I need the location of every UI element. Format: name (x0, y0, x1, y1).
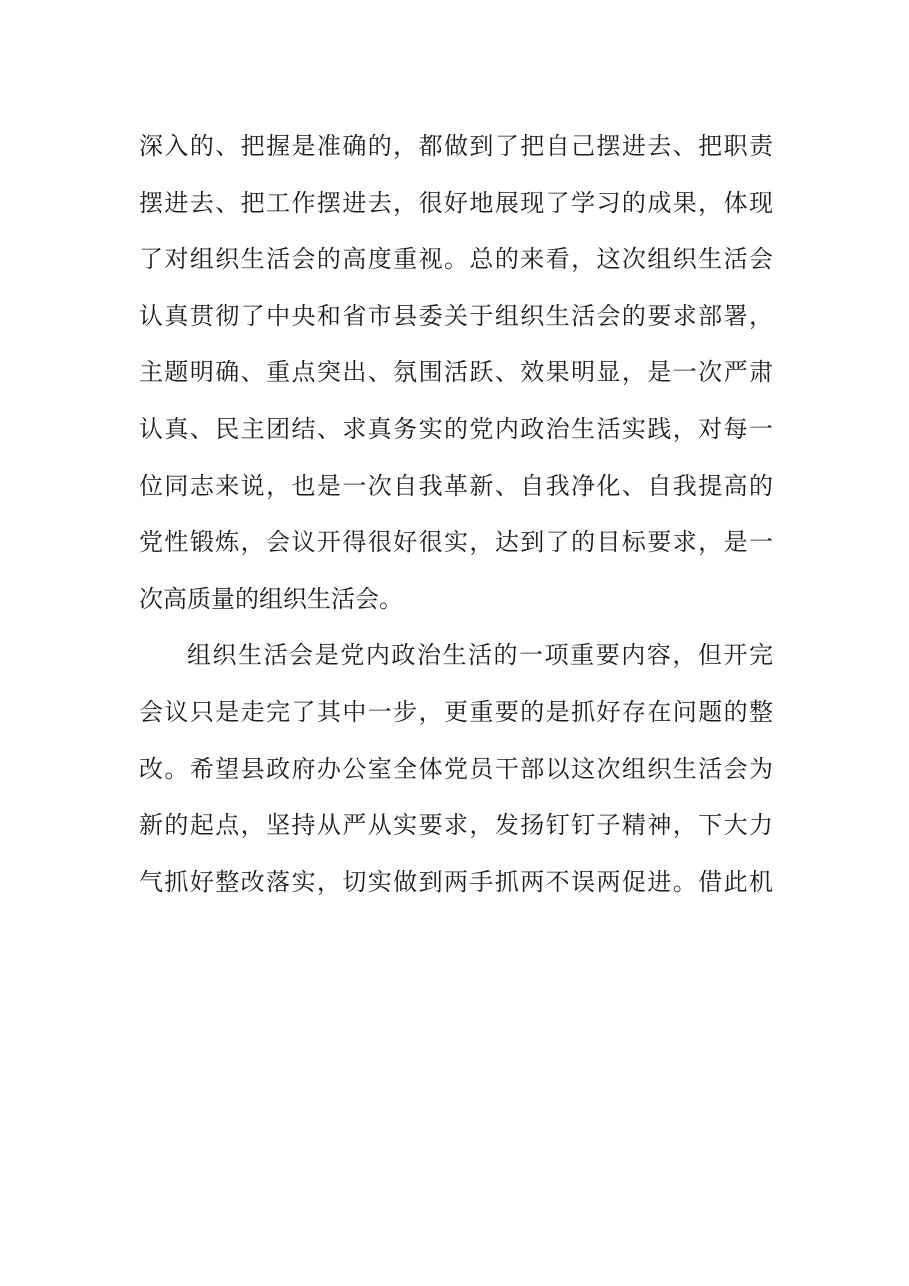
paragraph-2 (139, 627, 773, 910)
text-line: 了对组织生活会的高度重视。总的来看，这次组织生活会 (139, 245, 773, 274)
text-line: 次高质量的组织生活会。 (139, 584, 403, 613)
text-line: 位同志来说，也是一次自我革新、自我净化、自我提高的 (139, 471, 773, 500)
document-body (139, 118, 773, 910)
text-line: 气抓好整改落实，切实做到两手抓两不误两促进。借此机 (139, 867, 773, 896)
text-line: 主题明确、重点突出、氛围活跃、效果明显，是一次严肃 (139, 358, 773, 387)
text-line: 会议只是走完了其中一步，更重要的是抓好存在问题的整 (139, 697, 773, 726)
text-line: 改。希望县政府办公室全体党员干部以这次组织生活会为 (139, 754, 773, 783)
text-line: 深入的、把握是准确的，都做到了把自己摆进去、把职责 (139, 132, 773, 160)
paragraph-1 (139, 118, 773, 627)
text-line: 组织生活会是党内政治生活的一项重要内容，但开完 (187, 641, 773, 670)
text-line: 摆进去、把工作摆进去，很好地展现了学习的成果，体现 (139, 188, 773, 217)
text-line: 党性锻炼，会议开得很好很实，达到了的目标要求，是一 (139, 528, 773, 557)
text-line: 认真贯彻了中央和省市县委关于组织生活会的要求部署， (139, 301, 773, 330)
text-line: 认真、民主团结、求真务实的党内政治生活实践，对每一 (139, 414, 773, 443)
text-line: 新的起点，坚持从严从实要求，发扬钉钉子精神，下大力 (139, 811, 773, 840)
